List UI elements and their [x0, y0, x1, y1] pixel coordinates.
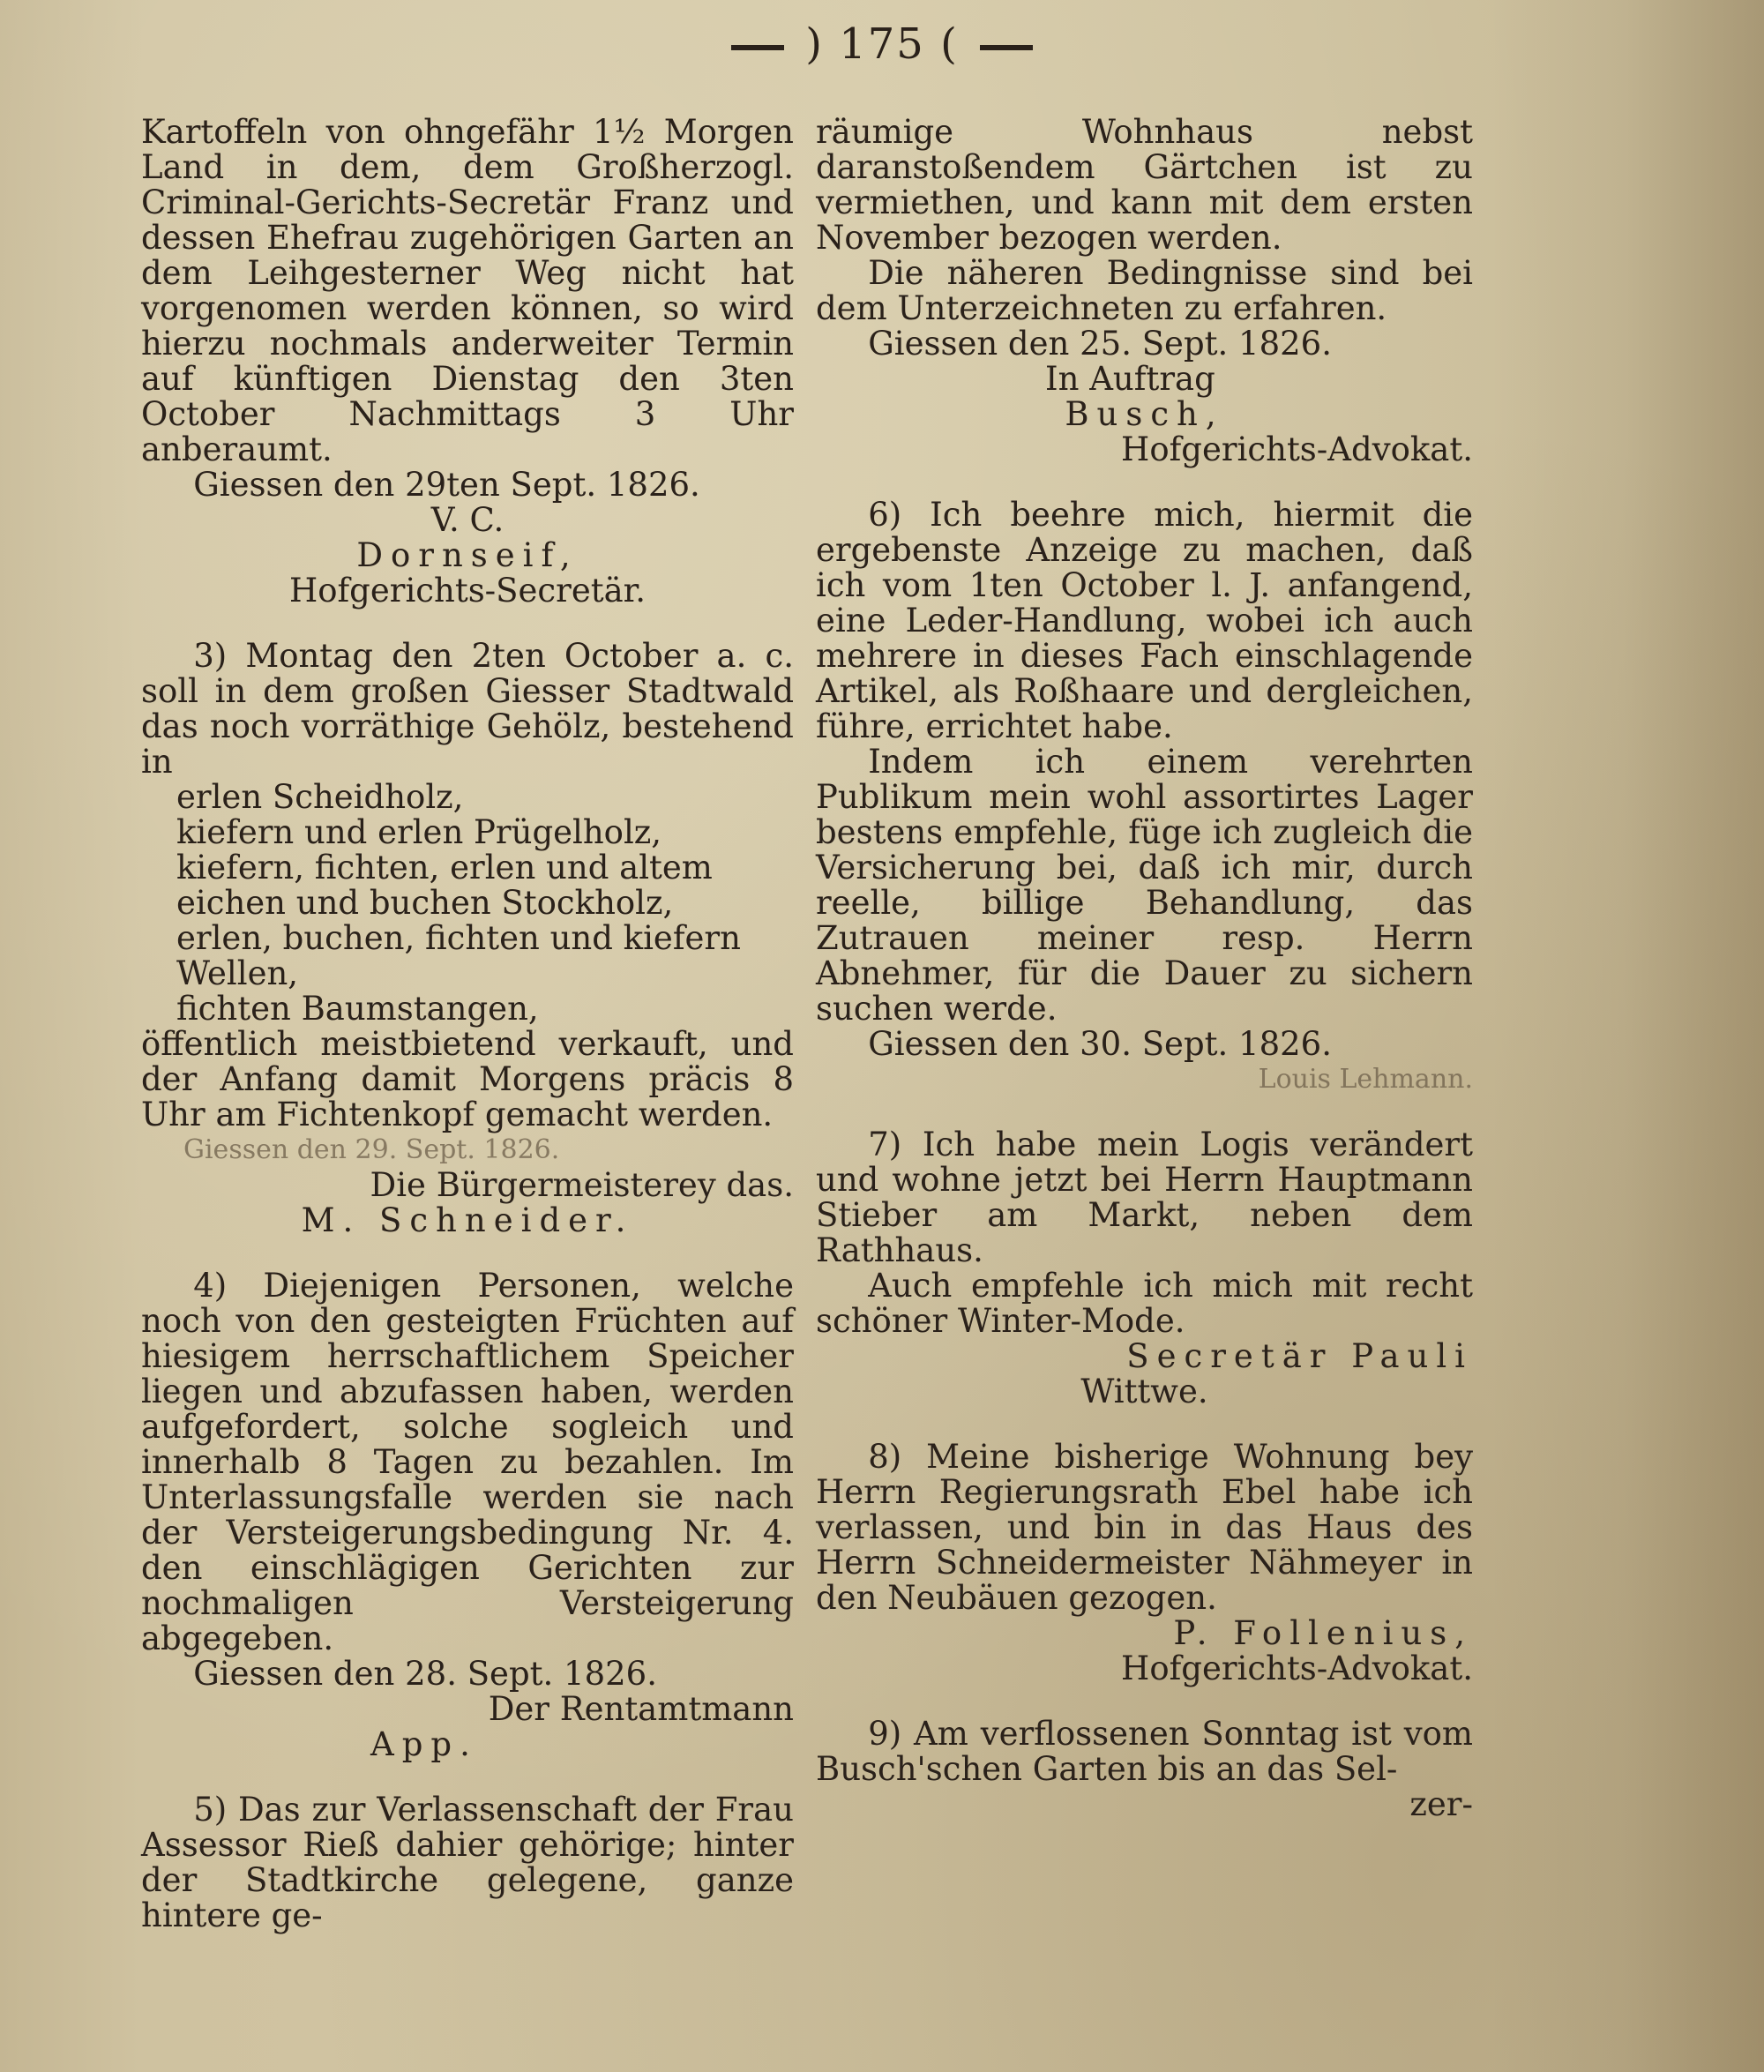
notice-8	[816, 1440, 1473, 1687]
notice-3	[141, 639, 794, 1238]
notice-3-signer: M. Schneider.	[301, 1201, 634, 1239]
notice-5-date: Giessen den 25. Sept. 1826.	[868, 325, 1332, 363]
notice-4-body: 4) Diejenigen Personen, welche noch von den gesteigten Früchten auf hiesigem herrschaftlichem Speicher liegen und abzufassen haben, werden aufgefordert, solche sogleich und innerhalb 8 Tagen zu bezahlen. Im Unterlassungsfalle werden sie nach der Versteigerungsbedingung Nr. 4. den einschlägigen Gerichten zur nochmaligen Versteigerung abgegeben.	[141, 1267, 794, 1657]
notice-3-item: kiefern und erlen Prügelholz,	[176, 813, 662, 851]
notice-5-signer: Busch,	[1065, 395, 1224, 433]
page-header	[0, 19, 1764, 69]
notice-3-outro: öffentlich meistbietend verkauft, und der Anfang damit Morgens präcis 8 Uhr am Fichtenkopf gemacht werden.	[141, 1025, 794, 1133]
notice-3-item: kiefern, fichten, erlen und altem eichen und buchen Stockholz,	[176, 849, 713, 922]
notice-3-date-faint: Giessen den 29. Sept. 1826.	[183, 1134, 560, 1165]
notice-7	[816, 1127, 1473, 1410]
notice-2-signer: Dornseif,	[356, 536, 579, 574]
notice-3-item: erlen, buchen, fichten und kiefern Wellen,	[176, 919, 741, 992]
notice-5-start	[141, 1792, 794, 1934]
notice-3-intro: 3) Montag den 2ten October a. c. soll in dem großen Giesser Stadtwald das noch vorräthige Gehölz, bestehend in	[141, 637, 794, 781]
notice-7-signer: Secretär Pauli	[1126, 1337, 1473, 1375]
notice-5-body-start: 5) Das zur Verlassenschaft der Frau Assessor Rieß dahier gehörige; hinter der Stadtkirche gelegene, ganze hintere ge-	[141, 1791, 794, 1934]
right-column	[816, 115, 1473, 1822]
notice-6-date: Giessen den 30. Sept. 1826.	[868, 1025, 1332, 1063]
notice-5-by-order: In Auftrag	[1045, 360, 1215, 398]
notice-5-title: Hofgerichts-Advokat.	[1121, 430, 1473, 468]
notice-3-item: erlen Scheidholz,	[176, 778, 464, 816]
notice-9-body-start: 9) Am verflossenen Sonntag ist vom Busch'schen Garten bis an das Sel-	[816, 1715, 1473, 1788]
notice-2-body: Kartoffeln von ohngefähr 1½ Morgen Land in dem, dem Großherzogl. Criminal-Gerichts-Secretär Franz und dessen Ehefrau zugehörigen Garten an dem Leihgesterner Weg nicht hat vorgenomen werden können, so wird hierzu nochmals anderweiter Termin auf künftigen Dienstag den 3ten October Nachmittags 3 Uhr anberaumt.	[141, 113, 794, 468]
notice-9-start	[816, 1717, 1473, 1822]
notice-8-signer: P. Follenius,	[1173, 1614, 1473, 1652]
notice-7-title: Wittwe.	[1080, 1373, 1208, 1410]
header-rule-right	[980, 45, 1033, 50]
header-rule-left	[731, 45, 784, 50]
notice-7-body: 7) Ich habe mein Logis verändert und wohne jetzt bei Herrn Hauptmann Stieber am Markt, neben dem Rathhaus.	[816, 1126, 1473, 1269]
page-number: ) 175 (	[805, 19, 959, 69]
notice-7-body2: Auch empfehle ich mich mit recht schöner Winter-Mode.	[816, 1267, 1473, 1340]
notice-6-body2: Indem ich einem verehrten Publikum mein wohl assortirtes Lager bestens empfehle, füge ich zugleich die Versicherung bei, daß ich mir, durch reelle, billige Behandlung, das Zutrauen meiner resp. Herrn Abnehmer, für die Dauer zu sichern suchen werde.	[816, 743, 1473, 1028]
notice-2-vc: V. C.	[430, 501, 505, 539]
notice-2	[141, 115, 794, 609]
notice-5-conditions: Die näheren Bedingnisse sind bei dem Unterzeichneten zu erfahren.	[816, 254, 1473, 327]
notice-6-signer-faint: Louis Lehmann.	[1258, 1064, 1473, 1095]
notice-2-title: Hofgerichts-Secretär.	[288, 572, 647, 610]
catchword: zer-	[1409, 1785, 1473, 1823]
notice-3-office: Die Bürgermeisterey das.	[370, 1166, 794, 1204]
notice-4-office: Der Rentamtmann	[488, 1690, 794, 1728]
notice-5-body-end: räumige Wohnhaus nebst daranstoßendem Gärtchen ist zu vermiethen, und kann mit dem ersten November bezogen werden.	[816, 113, 1473, 257]
notice-4	[141, 1268, 794, 1762]
notice-4-signer: App.	[370, 1725, 478, 1763]
notice-4-date: Giessen den 28. Sept. 1826.	[193, 1655, 657, 1693]
notice-8-title: Hofgerichts-Advokat.	[1121, 1649, 1473, 1687]
notice-8-body: 8) Meine bisherige Wohnung bey Herrn Regierungsrath Ebel habe ich verlassen, und bin in das Haus des Herrn Schneidermeister Nähmeyer in den Neubäuen gezogen.	[816, 1438, 1473, 1617]
left-column	[141, 115, 794, 1934]
notice-6	[816, 497, 1473, 1097]
notice-2-date: Giessen den 29ten Sept. 1826.	[193, 466, 700, 504]
notice-5-end	[816, 115, 1473, 468]
notice-6-body: 6) Ich beehre mich, hiermit die ergebenste Anzeige zu machen, daß ich vom 1ten October l. J. anfangend, eine Leder-Handlung, wobei ich auch mehrere in dieses Fach einschlagende Artikel, als Roßhaare und dergleichen, führe, errichtet habe.	[816, 496, 1473, 745]
notice-3-item: fichten Baumstangen,	[176, 990, 539, 1028]
